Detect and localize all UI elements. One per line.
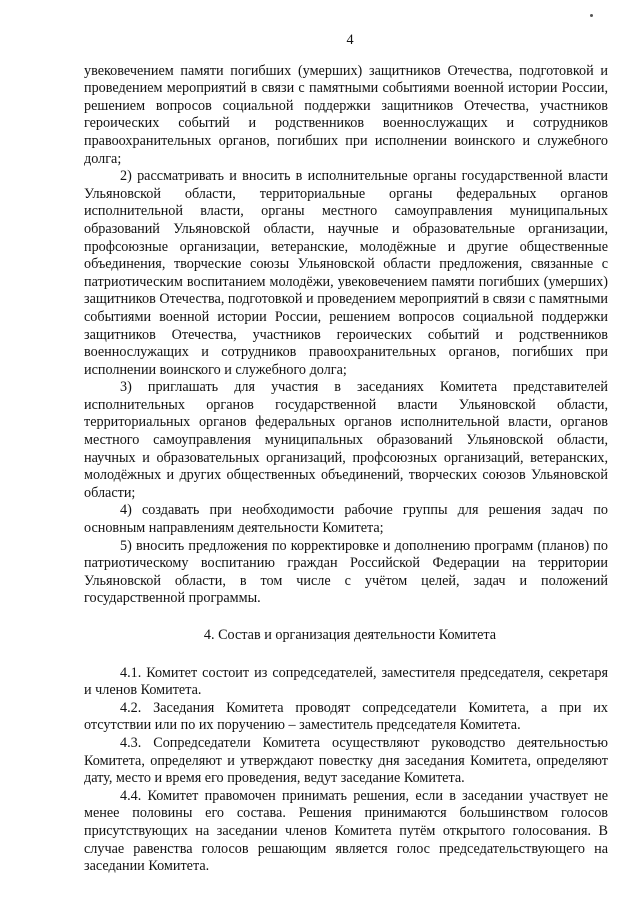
paragraph-item-2: 2) рассматривать и вносить в исполнительные органы государственной власти Ульяновской области, территориальные органы федеральных органов исполнительной власти, органы местного самоуправления муниципальных образований Ульяновской области, научные и образовательные организации, профсоюзные организации, ветеранские, молодёжные и другие общественные объединения, творческие союзы Ульяновской области предложения, связанные с патриотическим воспитанием молодёжи, увековечением памяти погибших (умерших) защитников Отечества, подготовкой и проведением мероприятий в связи с памятными событиями военной истории России, решением вопросов социальной поддержки защитников Отечества, участников героических событий и родственников военнослужащих и сотрудников правоохранительных органов, погибших при исполнении воинского и служебного долга; [84,168,608,378]
paragraph-continuation: увековечением памяти погибших (умерших) защитников Отечества, подготовкой и проведением мероприятий в связи с памятными событиями военной истории России, решением вопросов социальной поддержки защитников Отечества, участников героических событий и родственников военнослужащих и сотрудников правоохранительных органов, погибших при исполнении воинского и служебного долга; [84,62,608,167]
paragraph-item-3: 3) приглашать для участия в заседаниях Комитета представителей исполнительных органов государственной власти Ульяновской области, территориальных органов федеральных органов исполнительной власти, органов местного самоуправления муниципальных образований Ульяновской области, научных и образовательных организаций, профсоюзных организаций, ветеранских, молодёжных и других общественных объединений, творческих союзов Ульяновской области; [84,379,608,501]
section-title: 4. Состав и организация деятельности Комитета [203,627,497,643]
paragraph-4-4: 4.4. Комитет правомочен принимать решения, если в заседании участвует не менее половины его состава. Решения принимаются большинством голосов присутствующих на заседании членов Комитета путём открытого голосования. В случае равенства голосов решающим является голос председательствующего на заседании Комитета. [84,787,608,875]
paragraph-4-1: 4.1. Комитет состоит из сопредседателей, заместителя председателя, секретаря и членов Комитета. [84,664,608,699]
paragraph-item-5: 5) вносить предложения по корректировке и дополнению программ (планов) по патриотическому воспитанию граждан Российской Федерации на территории Ульяновской области, в том числе с учётом целей, задач и положений государственной программы. [84,537,608,607]
paragraph-item-4: 4) создавать при необходимости рабочие группы для решения задач по основным направлениям деятельности Комитета; [84,502,608,537]
document-page [84,32,608,876]
scan-mark [590,14,593,17]
page-number: 4 [346,32,354,48]
paragraph-4-2: 4.2. Заседания Комитета проводят сопредседатели Комитета, а при их отсутствии или по их поручению – заместитель председателя Комитета. [84,699,608,734]
paragraph-4-3: 4.3. Сопредседатели Комитета осуществляют руководство деятельностью Комитета, определяют и утверждают повестку дня заседания Комитета, определяют дату, место и время его проведения, ведут заседание Комитета. [84,734,608,787]
